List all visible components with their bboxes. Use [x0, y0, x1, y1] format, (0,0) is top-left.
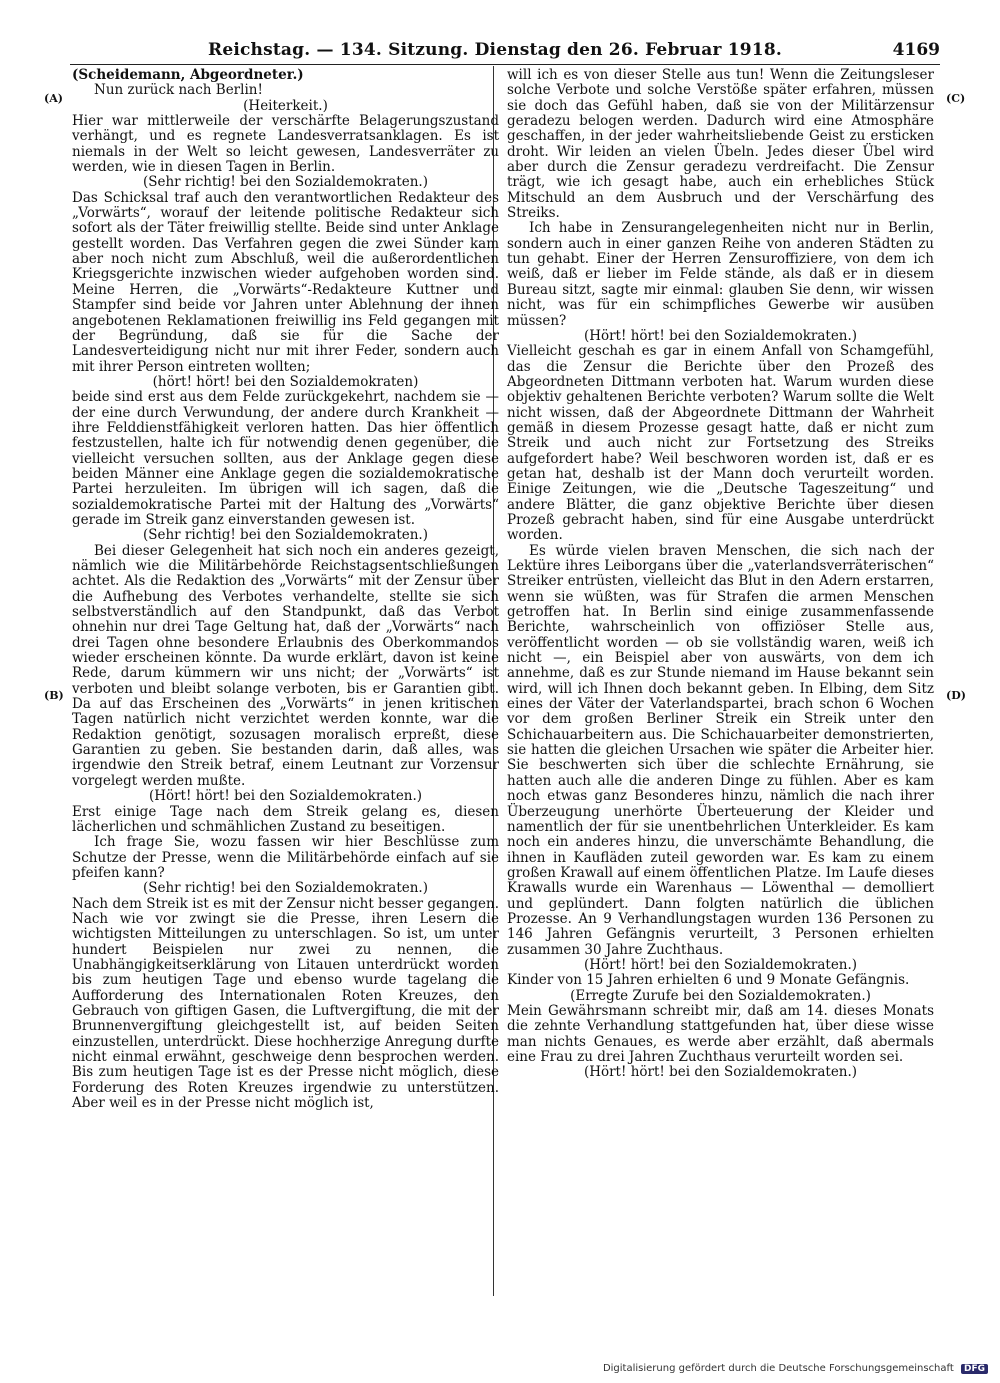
paragraph: Ich frage Sie, wozu fassen wir hier Beschlüsse zum Schutze der Presse, wenn die Militärbehörde einfach auf sie pfeifen kann?	[72, 834, 499, 881]
paragraph: Vielleicht geschah es gar in einem Anfall von Schamgefühl, das die Zensur die Berichte über den Prozeß des Abgeordneten Dittmann verboten hat. Warum wurden diese objektiv gehaltenen Berichte verboten? Warum sollte die Welt nicht wissen, daß der Abgeordnete Dittmann der Wahrheit gemäß in diesem Prozesse gesagt hatte, daß er nicht zum Streik und auch nicht zur Fortsetzung des Streiks aufgefordert habe? Weil beschworen worden ist, daß er es getan hat, deshalb ist der Mann doch verurteilt worden. Einige Zeitungen, wie die „Deutsche Tageszeitung“ und andere Blätter, die ganz objektive Berichte über diesen Prozeß gebracht haben, sind für eine Ausgabe unterdrückt worden.	[507, 343, 934, 544]
credit-text: Digitalisierung gefördert durch die Deutsche Forschungsgemeinschaft	[602, 1363, 954, 1374]
interjection: (Hört! hört! bei den Sozialdemokraten.)	[583, 1064, 858, 1081]
dfg-logo: DFG	[961, 1364, 988, 1374]
digitization-credit	[603, 1363, 988, 1374]
paragraph: Das Schicksal traf auch den verantwortlichen Redakteur des „Vorwärts“, worauf der leitende politische Redakteur sich sofort als der Täter freiwillig stellte. Beide sind unter Anklage gestellt worden. Das Verfahren gegen die zwei Sünder kam aber noch nicht zum Abschluß, weil die außerordentlichen Kriegsgerichte inzwischen wieder aufgehoben worden sind. Meine Herren, die „Vorwärts“-Redakteure Kuttner und Stampfer sind beide vor Jahren unter Ablehnung der ihnen angebotenen Reklamationen freiwillig ins Feld gegangen mit der Begründung, daß sie für die Sache der Landesverteidigung nicht nur mit ihrer Feder, sondern auch mit ihrer Person eintreten wollten;	[72, 189, 499, 375]
interjection: (Sehr richtig! bei den Sozialdemokraten.)	[142, 174, 428, 191]
page-number: 4169	[892, 40, 940, 60]
speaker-label: (Scheidemann, Abgeordneter.)	[72, 67, 304, 83]
running-title: Reichstag. — 134. Sitzung. Dienstag den 26. Februar 1918.	[208, 40, 782, 60]
left-column	[72, 68, 499, 1111]
paragraph: Kinder von 15 Jahren erhielten 6 und 9 Monate Gefängnis.	[507, 972, 910, 989]
interjection: (Sehr richtig! bei den Sozialdemokraten.)	[142, 527, 428, 544]
margin-marker-b: (B)	[44, 689, 64, 702]
paragraph: will ich es von dieser Stelle aus tun! Wenn die Zeitungsleser solche Verbote und solche Verstöße später erfahren, müssen sie doch das Gefühl haben, daß sie von der Militärzensur geradezu belogen werden. Dadurch wird eine Atmosphäre geschaffen, in der jeder wahrheitsliebende Geist zu ersticken droht. Wir leiden an vielen Übeln. Jedes dieser Übel wird aber durch die Zensur geradezu verdreifacht. Die Zensur trägt, wie ich gesagt habe, auch ein erhebliches Stück Mitschuld an dem Ausbruch und der Verschärfung des Streiks.	[507, 67, 934, 222]
interjection: (Erregte Zurufe bei den Sozialdemokraten.)	[570, 987, 871, 1004]
paragraph: beide sind erst aus dem Felde zurückgekehrt, nachdem sie — der eine durch Verwundung, der andere durch Krankheit — ihre Felddienstfähigkeit verloren hatten. Das hier öffentlich festzustellen, halte ich für notwendig denen gegenüber, die vielleicht versuchen sollten, aus der Anklage gegen diese beiden Männer eine Anklage gegen die sozialdemokratische Partei herzuleiten. Im übrigen will ich sagen, daß die sozialdemokratische Partei mit der Haltung des „Vorwärts“ gerade im Streik ganz einverstanden gewesen ist.	[72, 389, 499, 528]
margin-marker-a: (A)	[44, 92, 63, 105]
interjection: (Hört! hört! bei den Sozialdemokraten.)	[148, 788, 423, 805]
paragraph: Nach dem Streik ist es mit der Zensur nicht besser gegangen. Nach wie vor zwingt sie die Presse, ihren Lesern die wichtigsten Mitteilungen zu unterschlagen. So ist, um unter hundert Beispielen nur zwei zu nennen, die Unabhängigkeitserklärung von Litauen unterdrückt worden bis zum heutigen Tage und ebenso wurde tagelang die Aufforderung des Internationalen Roten Kreuzes, den Gebrauch von giftigen Gasen, die Luftvergiftung, die mit der Brunnenvergiftung gleichgestellt ist, auf beiden Seiten einzustellen, unterdrückt. Diese hochherzige Anregung durfte nicht einmal erwähnt, geschweige denn besprochen werden. Bis zum heutigen Tage ist es der Presse nicht möglich, diese Forderung des Roten Kreuzes irgendwie zu unterstützen. Aber weil es in der Presse nicht möglich ist,	[72, 895, 499, 1112]
interjection: (hört! hört! bei den Sozialdemokraten)	[152, 373, 419, 390]
header-rule	[70, 64, 940, 65]
interjection: (Hört! hört! bei den Sozialdemokraten.)	[583, 327, 858, 344]
right-column	[507, 68, 934, 1081]
paragraph: Hier war mittlerweile der verschärfte Belagerungszustand verhängt, und es regnete Landesverratsanklagen. Es ist niemals in der Welt so leicht gewesen, Landesverräter zu werden, wie in diesen Tagen in Berlin.	[72, 113, 499, 176]
paragraph: Nun zurück nach Berlin!	[94, 82, 263, 99]
margin-marker-d: (D)	[946, 689, 966, 702]
interjection: (Sehr richtig! bei den Sozialdemokraten.)	[142, 880, 428, 897]
paragraph: Ich habe in Zensurangelegenheiten nicht nur in Berlin, sondern auch in einer ganzen Reihe von anderen Städten zu tun gehabt. Einer der Herren Zensuroffiziere, von dem ich weiß, daß er lieber im Felde stände, als daß er in diesem Bureau sitzt, sagte mir einmal: glauben Sie denn, wir wissen nicht, was für ein schimpfliches Gewerbe wir ausüben müssen?	[507, 220, 934, 329]
paragraph: Es würde vielen braven Menschen, die sich nach der Lektüre ihres Leiborgans über die „vaterlandsverräterischen“ Streiker entrüsten, vielleicht das Blut in den Adern erstarren, wenn sie wüßten, was für Strafen die armen Menschen getroffen hat. In Berlin sind einige zusammenfassende Berichte, wahrscheinlich von offiziöser Stelle aus, veröffentlicht worden — ob sie vollständig waren, weiß ich nicht —, ein Beispiel aber von auswärts, von dem ich annehme, daß es zur Stunde niemand im Hause bekannt sein wird, will ich Ihnen doch bekannt geben. In Elbing, dem Sitz eines der Väter der Vaterlandspartei, brach schon 6 Wochen vor dem großen Berliner Streik ein Streik unter den Schichauarbeitern aus. Die Schichauarbeiter demonstrierten, sie hatten die gleichen Ursachen wie später die Arbeiter hier. Sie beschwerten sich über die schlechte Ernährung, sie hatten auch alle die anderen Dinge zu fühlen. Aber es kam noch etwas ganz Besonderes hinzu, nämlich die nach ihrer Überzeugung unerhörte Überteuerung der Kleider und namentlich der für sie unentbehrlichen Unterkleider. Es kam noch ein anderes hinzu, die unverschämte Behandlung, die ihnen in Kaufläden zuteil geworden war. Es kam zu einem großen Krawall auf einem öffentlichen Platze. Im Laufe dieses Krawalls wurde ein Warenhaus — Löwenthal — demolliert und geplündert. Dann folgten natürlich die üblichen Prozesse. An 9 Verhandlungstagen wurden 136 Personen zu 146 Jahren Gefängnis verurteilt, 3 Personen erhielten zusammen 30 Jahre Zuchthaus.	[507, 542, 934, 958]
interjection: (Hört! hört! bei den Sozialdemokraten.)	[583, 956, 858, 973]
paragraph: Erst einige Tage nach dem Streik gelang es, diesen lächerlichen und schmählichen Zustand zu beseitigen.	[72, 803, 499, 835]
page-header	[70, 40, 940, 66]
paragraph: Bei dieser Gelegenheit hat sich noch ein anderes gezeigt, nämlich wie die Militärbehörde Reichstagsentschließungen achtet. Als die Redaktion des „Vorwärts“ mit der Zensur über die Aufhebung des Verbotes verhandelte, stellte sie sich selbstverständlich auf den Standpunkt, daß das Verbot ohnehin nur drei Tage Geltung hat, daß der „Vorwärts“ nach drei Tagen ohne besondere Erlaubnis des Oberkommandos wieder erscheinen könnte. Da wurde erklärt, davon ist keine Rede, darum kümmern wir uns nicht; der „Vorwärts“ ist verboten und bleibt solange verboten, bis er Garantien gibt. Da auf das Erscheinen des „Vorwärts“ in jenen kritischen Tagen natürlich nicht verzichtet werden konnte, war die Redaktion genötigt, sozusagen moralisch erpreßt, diese Garantien zu geben. Sie bestanden darin, daß alles, was irgendwie den Streik betraf, einem Leutnant zur Vorzensur vorgelegt werden mußte.	[72, 542, 499, 789]
paragraph: Mein Gewährsmann schreibt mir, daß am 14. dieses Monats die zehnte Verhandlung stattgefunden hat, über diese wisse man nichts Genaues, es werde aber erzählt, daß abermals eine Frau zu drei Jahren Zuchthaus verurteilt worden sei.	[507, 1002, 934, 1065]
margin-marker-c: (C)	[946, 92, 966, 105]
interjection: (Heiterkeit.)	[243, 97, 328, 114]
